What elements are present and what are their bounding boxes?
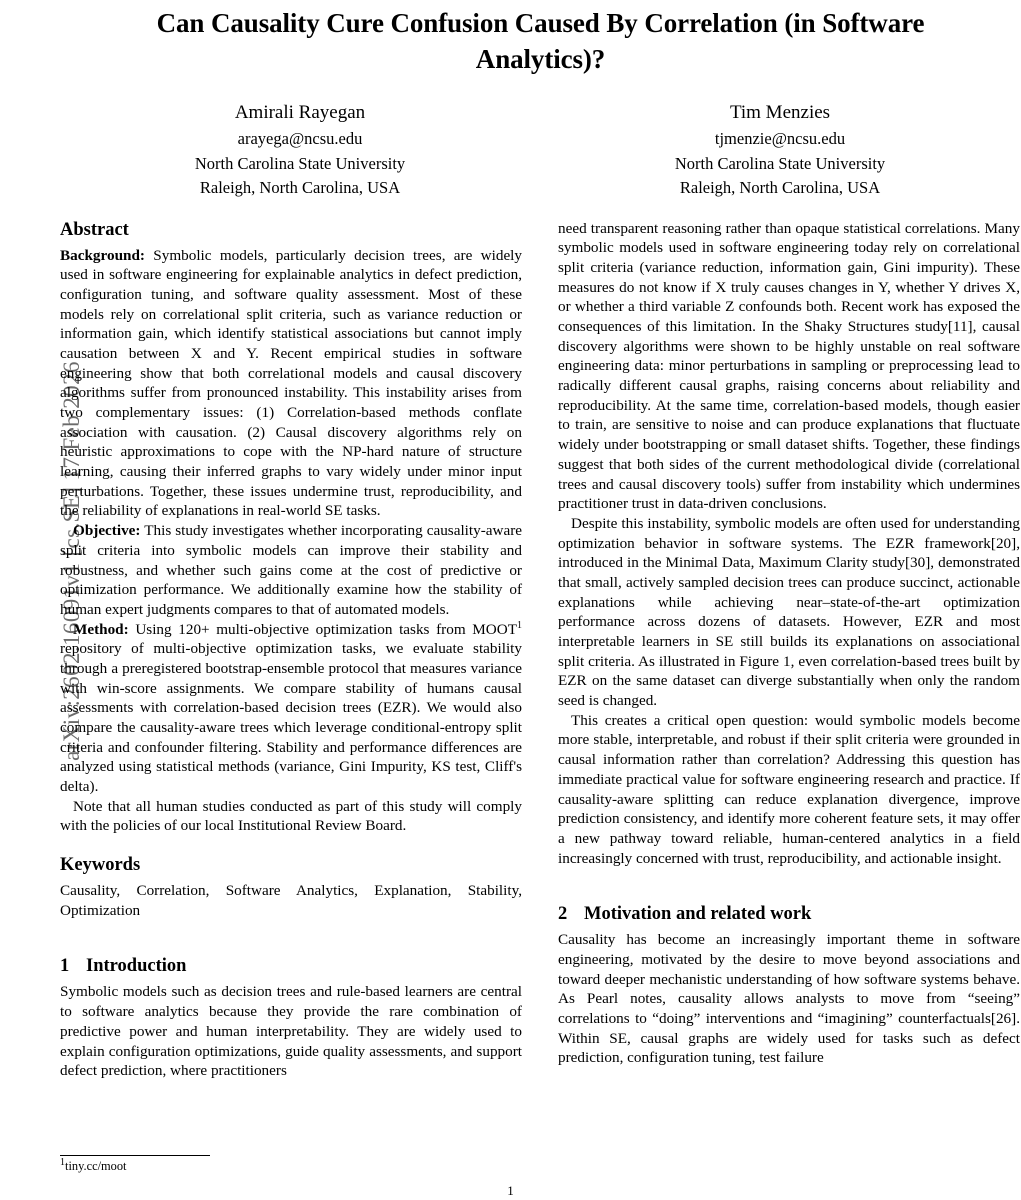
footnote-rule: [60, 1155, 210, 1156]
footnote-number: 1: [60, 1156, 65, 1168]
author-email: tjmenzie@ncsu.edu: [714, 129, 846, 149]
introduction-title: Introduction: [86, 956, 187, 977]
motivation-title: Motivation and related work: [584, 904, 812, 925]
author-email: arayega@ncsu.edu: [237, 129, 363, 149]
motivation-heading: [558, 903, 1020, 927]
introduction-paragraph: Symbolic models such as decision trees and rule-based learners are central to software analytics because they provide the rare combination of predictive power and human interpretability. They are widely used to explain configuration optimizations, guide quality assessments, and support defect prediction, where practitioners: [60, 983, 522, 1080]
footnote-marker: 1: [517, 619, 522, 631]
left-column: [60, 219, 522, 1081]
method-text-a: Using 120+ multi-objective optimization tasks from MOOT: [128, 620, 517, 638]
abstract-objective-paragraph: [60, 521, 522, 619]
author-affiliation: North Carolina State University: [674, 153, 886, 173]
keywords-heading: Keywords: [60, 855, 141, 876]
author-location: Raleigh, North Carolina, USA: [679, 178, 881, 198]
right-paragraph-2: Despite this instability, symbolic models are often used for understanding optimization behavior in software systems. The EZR framework[20], introduced in the Minimal Data, Maximum Clarity study[30], demonstrated that small, actively sampled decision trees can produce succinct, actionable explanations while achieving near–state-of-the-art optimization performance across dozens of datasets. However, EZR and most interpretable learners in SE still builds its explanations on associational split criteria. As illustrated in Figure 1, even correlation-based trees built by EZR on the same dataset can diverge substantially when only the random seed is changed.: [558, 514, 1020, 710]
motivation-number: 2: [558, 904, 568, 925]
author-entry: [60, 99, 540, 200]
author-block: [60, 99, 1020, 200]
abstract-background-paragraph: [60, 246, 522, 522]
paper-page: [60, 0, 1021, 1200]
author-name: Amirali Rayegan: [234, 102, 366, 124]
author-affiliation: North Carolina State University: [194, 153, 406, 173]
keywords-text: Causality, Correlation, Software Analytics, Explanation, Stability, Optimization: [60, 882, 522, 919]
page-number: 1: [507, 1183, 514, 1198]
introduction-heading: [60, 955, 522, 979]
page-title: Can Causality Cure Confusion Caused By Correlation (in Software Analytics)?: [156, 8, 925, 74]
body-columns: [60, 219, 1020, 1081]
objective-label: Objective:: [73, 522, 141, 540]
right-paragraph-1: need transparent reasoning rather than opaque statistical correlations. Many symbolic models used in software engineering today rely on correlational split criteria (variance reduction, information gain, Gini impurity). These measures do not know if X truly causes changes in Y, whether Y drives X, or whether a third variable Z confounds both. Recent work has exposed the consequences of this limitation. In the Shaky Structures study[11], causal discovery algorithms were shown to be highly unstable on real software engineering data: minor perturbations in sampling or preprocessing lead to radically different causal graphs, raising concerns about reliability and reproducibility. At the same time, correlation-based models, though easier to train, are sensitive to noise and can produce explanations that fluctuate widely under bootstrapping or small dataset shifts. Together, these findings suggest that both sides of the current methodological divide (correlational trees and causal discovery tools) suffer from instability which undermines practitioner trust in data-driven conclusions.: [558, 219, 1020, 513]
arxiv-stamp: arXiv:2602.16091v1 [cs.SE] 17 Feb 2026: [59, 361, 84, 761]
author-name: Tim Menzies: [729, 102, 831, 124]
right-column: [558, 219, 1020, 1081]
footnote: [60, 1155, 522, 1174]
abstract-heading: Abstract: [60, 219, 129, 240]
right-paragraph-3: This creates a critical open question: would symbolic models become more stable, interpretable, and robust if their split criteria were grounded in causal information rather than correlation? Addressing this question has immediate practical value for software engineering research and practice. If causality-aware splitting can reduce explanation divergence, improve prediction consistency, and identify more coherent feature sets, it may offer a new pathway toward reliable, human-centered analytics in a field increasingly concerned with trust, reproducibility, and actionable insight.: [558, 711, 1020, 867]
method-label: Method:: [73, 620, 129, 638]
background-label: Background:: [60, 246, 145, 264]
abstract-method-paragraph: [60, 620, 522, 797]
method-text-b: repository of multi-objective optimization tasks, we evaluate stability through a preregistered bootstrap-ensemble protocol that measures variance with win-score assignments. We compare stability of humans causal assessments with correlation-based decision trees (EZR). We would also compare the causality-aware trees which leverage conditional-entropy split criteria and confounder filtering. Stability and performance differences are analyzed using statistical methods (variance, Gini Impurity, KS test, Cliff's delta).: [60, 640, 522, 796]
author-location: Raleigh, North Carolina, USA: [199, 178, 401, 198]
background-text: Symbolic models, particularly decision trees, are widely used in software engineering for explainable analytics in defect prediction, configuration tuning, and software quality assessment. Most of these models rely on correlational split criteria, such as variance reduction or information gain, which identify statistical associations but cannot imply causation between X and Y. Recent empirical studies in software engineering show that both correlational models and causal discovery algorithms suffer from pronounced instability. This instability arises from two complementary issues: (1) Correlation-based methods conflate association with causation. (2) Causal discovery algorithms rely on heuristic approximations to cope with the NP-hard nature of structure learning, causing their inferred graphs to vary widely under minor input perturbations. Together, these issues undermine trust, reproducibility, and the reliability of explanations in real-world SE tasks.: [60, 246, 522, 520]
abstract-note-paragraph: Note that all human studies conducted as part of this study will comply with the policies of our local Institutional Review Board.: [60, 797, 522, 835]
footnote-line: [60, 1156, 522, 1174]
footnote-text: tiny.cc/moot: [65, 1159, 127, 1173]
introduction-number: 1: [60, 956, 70, 977]
objective-text: This study investigates whether incorporating causality-aware split criteria into symbolic models can improve their stability and robustness, and whether such gains come at the cost of predictive or optimization performance. We additionally examine how the stability of human expert judgments compares to that of automated models.: [60, 522, 522, 618]
right-paragraph-4: Causality has become an increasingly important theme in software engineering, motivated by the desire to move beyond associations and toward deeper mechanistic understanding of how software systems behave. As Pearl notes, causality allows analysts to move from “seeing” correlations to “doing” interventions and “imagining” counterfactuals[26]. Within SE, causal graphs are widely used for tasks such as defect prediction, configuration tuning, test failure: [558, 931, 1020, 1067]
author-entry: [540, 99, 1020, 200]
